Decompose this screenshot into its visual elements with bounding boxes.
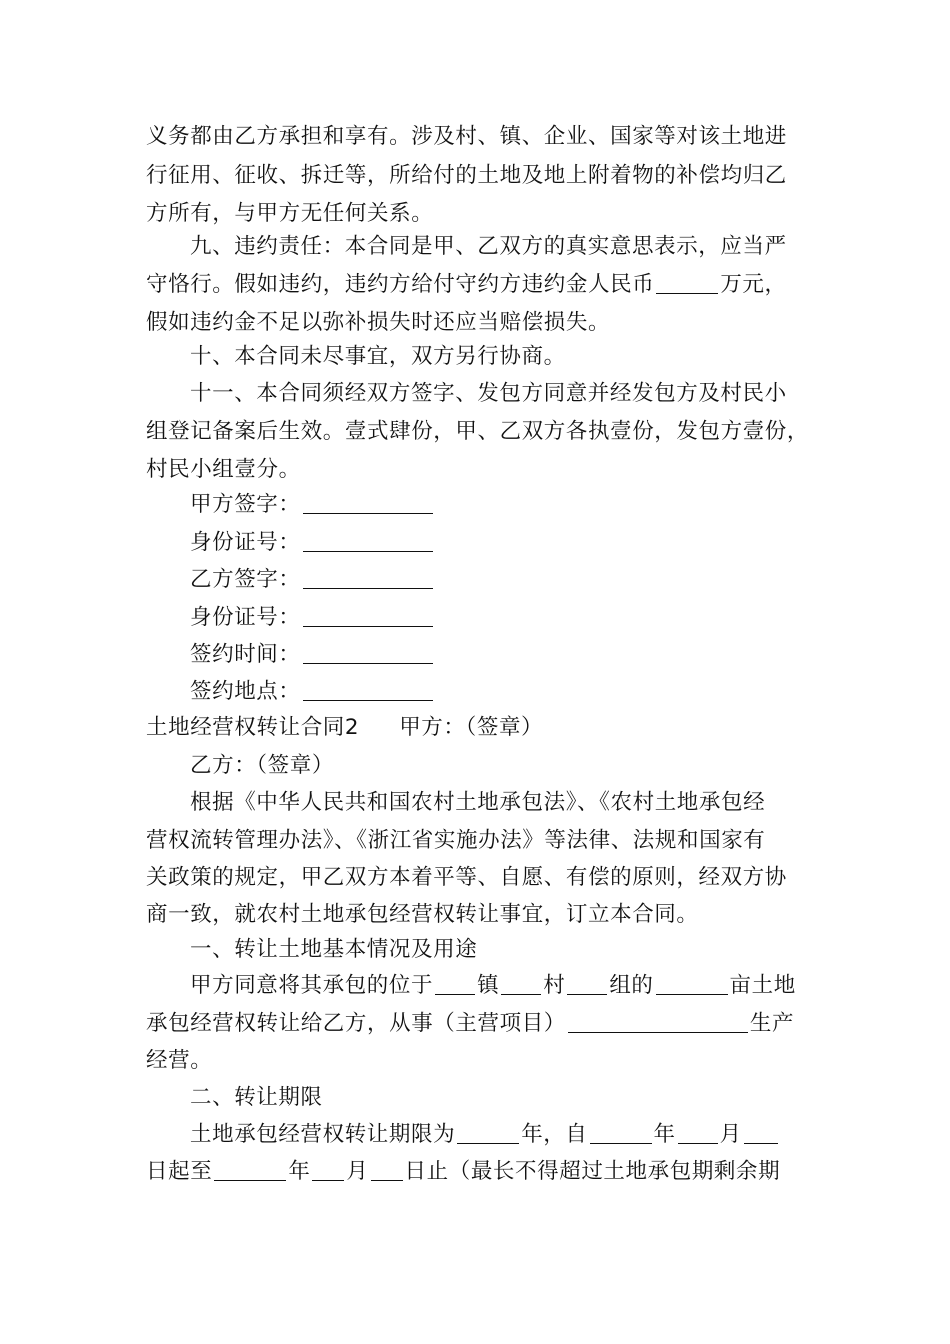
text-line: 商一致，就农村土地承包经营权转让事宜，订立本合同。 xyxy=(146,902,699,927)
blank-end-year[interactable] xyxy=(214,1158,286,1181)
section-2-heading: 二、转让期限 xyxy=(190,1085,323,1110)
text-fragment: 承包经营权转让给乙方，从事（主营项目） xyxy=(146,1011,566,1036)
text-line: 组登记备案后生效。壹式肆份，甲、乙双方各执壹份，发包方壹份， xyxy=(146,419,810,444)
text-fragment: 镇 xyxy=(477,973,500,998)
text-fragment: 甲方同意将其承包的位于 xyxy=(190,973,434,998)
text-fragment: 组的 xyxy=(609,973,654,998)
party-a-signature-row xyxy=(190,490,435,520)
text-line xyxy=(190,1120,780,1150)
party-b-seal: 乙方：（签章） xyxy=(190,753,334,778)
party-a-id-field[interactable] xyxy=(303,529,433,552)
blank-main-project[interactable] xyxy=(568,1010,748,1033)
text-fragment: 月 xyxy=(346,1159,369,1184)
party-a-signature-field[interactable] xyxy=(303,491,433,514)
text-fragment: 日止（最长不得超过土地承包期剩余期 xyxy=(404,1159,781,1184)
blank-end-day[interactable] xyxy=(371,1158,403,1181)
blank-group[interactable] xyxy=(567,972,607,995)
text-line: 方所有，与甲方无任何关系。 xyxy=(146,201,434,226)
text-line: 行征用、征收、拆迁等，所给付的土地及地上附着物的补偿均归乙 xyxy=(146,163,787,188)
text-fragment: 万元， xyxy=(720,272,787,297)
blank-start-day[interactable] xyxy=(744,1121,778,1144)
contract-title: 土地经营权转让合同2 xyxy=(146,715,360,740)
blank-start-month[interactable] xyxy=(678,1121,718,1144)
clause-10-heading: 十、本合同未尽事宜，双方另行协商。 xyxy=(190,344,566,369)
field-label: 签约时间： xyxy=(190,642,301,667)
text-line xyxy=(146,270,787,300)
text-fragment: 年 xyxy=(288,1159,311,1184)
sign-place-field[interactable] xyxy=(303,678,433,701)
text-fragment: 月 xyxy=(719,1122,742,1147)
text-fragment: 村 xyxy=(543,973,566,998)
text-line: 假如违约金不足以弥补损失时还应当赔偿损失。 xyxy=(146,310,611,335)
text-line: 营权流转管理办法》、《浙江省实施办法》等法律、法规和国家有 xyxy=(146,828,766,853)
party-b-id-field[interactable] xyxy=(303,604,433,627)
text-fragment: 年 xyxy=(653,1122,676,1147)
text-fragment: 日起至 xyxy=(146,1159,213,1184)
text-line: 经营。 xyxy=(146,1048,213,1073)
blank-term-years[interactable] xyxy=(457,1121,519,1144)
blank-area-mu[interactable] xyxy=(656,972,728,995)
clause-9-heading: 九、违约责任：本合同是甲、乙双方的真实意思表示，应当严 xyxy=(190,234,787,259)
text-fragment: 生产 xyxy=(749,1011,795,1036)
text-fragment: 亩土地 xyxy=(729,973,796,998)
text-line xyxy=(146,1009,794,1039)
clause-11-heading: 十一、本合同须经双方签字、发包方同意并经发包方及村民小 xyxy=(190,381,787,406)
field-label: 甲方签字： xyxy=(190,492,301,517)
field-label: 身份证号： xyxy=(190,605,301,630)
sign-place-row xyxy=(190,677,435,707)
blank-village[interactable] xyxy=(501,972,541,995)
text-line: 义务都由乙方承担和享有。涉及村、镇、企业、国家等对该土地进 xyxy=(146,124,787,149)
blank-penalty-amount[interactable] xyxy=(656,271,718,294)
field-label: 乙方签字： xyxy=(190,567,301,592)
blank-town[interactable] xyxy=(435,972,475,995)
field-label: 签约地点： xyxy=(190,679,301,704)
text-line: 村民小组壹分。 xyxy=(146,457,301,482)
field-label: 身份证号： xyxy=(190,530,301,555)
blank-end-month[interactable] xyxy=(312,1158,344,1181)
sign-time-row xyxy=(190,640,435,670)
contract-2-title-row xyxy=(146,713,543,743)
party-b-signature-row xyxy=(190,565,435,595)
party-b-id-row xyxy=(190,603,435,633)
party-a-id-row xyxy=(190,528,435,558)
text-fragment: 守恪行。假如违约，违约方给付守约方违约金人民币 xyxy=(146,272,655,297)
text-fragment: 年，自 xyxy=(521,1122,588,1147)
text-fragment: 土地承包经营权转让期限为 xyxy=(190,1122,456,1147)
party-b-signature-field[interactable] xyxy=(303,566,433,589)
text-line xyxy=(190,971,796,1001)
text-line: 关政策的规定，甲乙双方本着平等、自愿、有偿的原则，经双方协 xyxy=(146,865,787,890)
section-1-heading: 一、转让土地基本情况及用途 xyxy=(190,937,478,962)
party-a-seal: 甲方：（签章） xyxy=(399,715,544,740)
text-line: 根据《中华人民共和国农村土地承包法》、《农村土地承包经 xyxy=(190,790,766,815)
text-line xyxy=(146,1157,780,1187)
sign-time-field[interactable] xyxy=(303,641,433,664)
blank-start-year[interactable] xyxy=(590,1121,652,1144)
